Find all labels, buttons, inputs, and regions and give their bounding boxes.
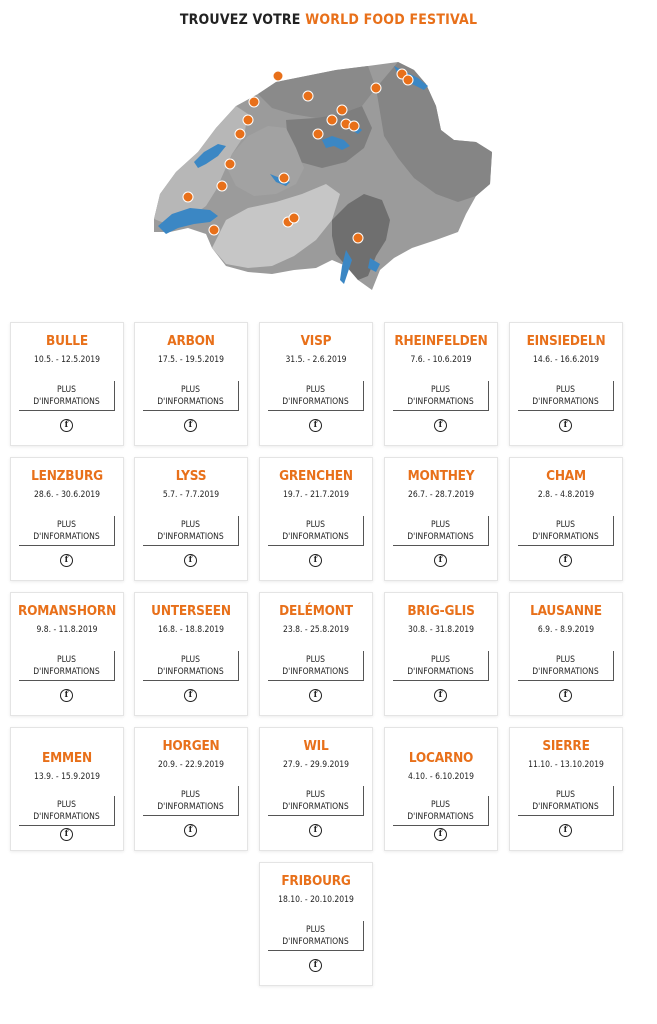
festival-city: EMMEN (42, 750, 92, 766)
festival-dates: 28.6. - 30.6.2019 (34, 490, 100, 500)
more-info-button[interactable] (518, 516, 614, 546)
more-info-label-line2: D'INFORMATIONS (532, 397, 599, 407)
facebook-icon[interactable]: f (434, 554, 447, 567)
map-marker[interactable] (337, 105, 347, 115)
festival-dates: 19.7. - 21.7.2019 (283, 490, 349, 500)
more-info-label-line1: PLUS (431, 520, 450, 530)
festival-dates: 26.7. - 28.7.2019 (408, 490, 474, 500)
festival-dates: 27.9. - 29.9.2019 (283, 760, 349, 770)
festival-card (384, 727, 498, 851)
facebook-icon[interactable]: f (434, 689, 447, 702)
facebook-icon[interactable]: f (434, 828, 447, 841)
map-marker[interactable] (183, 192, 193, 202)
map-marker[interactable] (273, 71, 283, 81)
more-info-button[interactable] (518, 651, 614, 681)
more-info-button[interactable] (268, 921, 364, 951)
festival-card (509, 457, 623, 581)
facebook-icon[interactable]: f (60, 554, 73, 567)
festival-city: SIERRE (542, 738, 590, 754)
facebook-icon[interactable]: f (184, 824, 197, 837)
more-info-button[interactable] (19, 651, 115, 681)
more-info-button[interactable] (19, 516, 115, 546)
festival-dates: 11.10. - 13.10.2019 (528, 760, 604, 770)
facebook-icon[interactable]: f (60, 828, 73, 841)
more-info-label-line1: PLUS (306, 925, 325, 935)
map-svg (136, 44, 496, 294)
festival-city: UNTERSEEN (151, 603, 231, 619)
facebook-icon[interactable]: f (60, 689, 73, 702)
map-marker[interactable] (327, 115, 337, 125)
more-info-label-line1: PLUS (556, 520, 575, 530)
more-info-button[interactable] (19, 796, 115, 826)
festival-dates: 7.6. - 10.6.2019 (410, 355, 472, 365)
festival-city: LAUSANNE (530, 603, 602, 619)
facebook-icon[interactable]: f (309, 689, 322, 702)
festival-dates: 18.10. - 20.10.2019 (278, 895, 354, 905)
more-info-button[interactable] (143, 381, 239, 411)
more-info-button[interactable] (268, 786, 364, 816)
more-info-label-line1: PLUS (556, 790, 575, 800)
festival-card (384, 457, 498, 581)
festival-dates: 13.9. - 15.9.2019 (34, 772, 100, 782)
map-marker[interactable] (349, 121, 359, 131)
more-info-label-line1: PLUS (556, 655, 575, 665)
more-info-button[interactable] (393, 516, 489, 546)
more-info-label-line2: D'INFORMATIONS (157, 532, 224, 542)
more-info-button[interactable] (393, 381, 489, 411)
map-marker[interactable] (249, 97, 259, 107)
facebook-icon[interactable]: f (309, 824, 322, 837)
more-info-label-line2: D'INFORMATIONS (407, 532, 474, 542)
more-info-button[interactable] (143, 516, 239, 546)
festival-city: EINSIEDELN (526, 333, 606, 349)
more-info-label-line1: PLUS (181, 385, 200, 395)
map-marker[interactable] (225, 159, 235, 169)
facebook-icon[interactable]: f (434, 419, 447, 432)
festival-city: VISP (300, 333, 332, 349)
more-info-label-line1: PLUS (57, 655, 76, 665)
facebook-icon[interactable]: f (184, 689, 197, 702)
more-info-label-line1: PLUS (181, 520, 200, 530)
title-prefix: TROUVEZ VOTRE (179, 12, 301, 28)
map-marker[interactable] (353, 233, 363, 243)
festival-card (384, 322, 498, 446)
festival-city: GRENCHEN (279, 468, 353, 484)
facebook-icon[interactable]: f (60, 419, 73, 432)
facebook-icon[interactable]: f (184, 554, 197, 567)
map-marker[interactable] (313, 129, 323, 139)
festival-city: RHEINFELDEN (394, 333, 488, 349)
map-marker[interactable] (403, 75, 413, 85)
map-marker[interactable] (371, 83, 381, 93)
map-marker[interactable] (289, 213, 299, 223)
facebook-icon[interactable]: f (309, 419, 322, 432)
festival-city: ROMANSHORN (17, 603, 117, 619)
more-info-button[interactable] (393, 796, 489, 826)
festival-card (10, 592, 124, 716)
more-info-label-line2: D'INFORMATIONS (532, 532, 599, 542)
facebook-icon[interactable]: f (559, 824, 572, 837)
festival-dates: 31.5. - 2.6.2019 (285, 355, 347, 365)
festival-city: HORGEN (162, 738, 220, 754)
more-info-label-line2: D'INFORMATIONS (282, 802, 349, 812)
festival-city: BULLE (46, 333, 88, 349)
facebook-icon[interactable]: f (559, 419, 572, 432)
festival-dates: 2.8. - 4.8.2019 (537, 490, 595, 500)
more-info-label-line1: PLUS (181, 790, 200, 800)
more-info-label-line2: D'INFORMATIONS (282, 397, 349, 407)
map-marker[interactable] (209, 225, 219, 235)
more-info-button[interactable] (143, 786, 239, 816)
more-info-label-line1: PLUS (57, 520, 76, 530)
facebook-icon[interactable]: f (309, 554, 322, 567)
map-marker[interactable] (243, 115, 253, 125)
festival-card (259, 592, 373, 716)
more-info-label-line2: D'INFORMATIONS (407, 812, 474, 822)
more-info-button[interactable] (268, 381, 364, 411)
facebook-icon[interactable]: f (309, 959, 322, 972)
festival-city: DELÉMONT (279, 603, 353, 619)
festival-dates: 17.5. - 19.5.2019 (158, 355, 224, 365)
more-info-label-line2: D'INFORMATIONS (532, 802, 599, 812)
map-marker[interactable] (303, 91, 313, 101)
festival-city: WIL (303, 738, 329, 754)
more-info-label-line1: PLUS (306, 520, 325, 530)
more-info-label-line1: PLUS (57, 800, 76, 810)
more-info-button[interactable] (518, 381, 614, 411)
festival-city: ARBON (167, 333, 215, 349)
more-info-button[interactable] (268, 516, 364, 546)
festival-dates: 4.10. - 6.10.2019 (408, 772, 474, 782)
more-info-button[interactable] (143, 651, 239, 681)
more-info-label-line1: PLUS (556, 385, 575, 395)
more-info-label-line1: PLUS (57, 385, 76, 395)
more-info-label-line1: PLUS (306, 790, 325, 800)
festival-city: MONTHEY (407, 468, 475, 484)
more-info-label-line2: D'INFORMATIONS (157, 802, 224, 812)
festival-dates: 5.7. - 7.7.2019 (162, 490, 220, 500)
map-marker[interactable] (217, 181, 227, 191)
festival-dates: 10.5. - 12.5.2019 (34, 355, 100, 365)
festival-card (10, 322, 124, 446)
festival-city: LYSS (175, 468, 207, 484)
festival-card (259, 322, 373, 446)
festival-card (259, 862, 373, 986)
switzerland-map (136, 44, 496, 294)
festival-card (10, 457, 124, 581)
more-info-label-line1: PLUS (431, 655, 450, 665)
more-info-label-line2: D'INFORMATIONS (33, 397, 100, 407)
festival-card (134, 727, 248, 851)
facebook-icon[interactable]: f (559, 689, 572, 702)
festival-card (134, 457, 248, 581)
festival-city: FRIBOURG (281, 873, 351, 889)
more-info-label-line1: PLUS (431, 800, 450, 810)
more-info-button[interactable] (518, 786, 614, 816)
facebook-icon[interactable]: f (184, 419, 197, 432)
page-title (0, 12, 657, 28)
more-info-label-line1: PLUS (181, 655, 200, 665)
festival-card (259, 457, 373, 581)
more-info-label-line2: D'INFORMATIONS (33, 812, 100, 822)
more-info-label-line2: D'INFORMATIONS (282, 937, 349, 947)
more-info-label-line2: D'INFORMATIONS (532, 667, 599, 677)
festival-card (134, 592, 248, 716)
more-info-label-line2: D'INFORMATIONS (282, 667, 349, 677)
more-info-label-line1: PLUS (306, 655, 325, 665)
festival-dates: 6.9. - 8.9.2019 (537, 625, 595, 635)
more-info-label-line2: D'INFORMATIONS (157, 397, 224, 407)
map-marker[interactable] (279, 173, 289, 183)
festival-dates: 16.8. - 18.8.2019 (158, 625, 224, 635)
more-info-label-line2: D'INFORMATIONS (33, 667, 100, 677)
festival-city: BRIG-GLIS (407, 603, 475, 619)
more-info-label-line2: D'INFORMATIONS (157, 667, 224, 677)
more-info-label-line1: PLUS (431, 385, 450, 395)
festival-card (509, 322, 623, 446)
more-info-button[interactable] (19, 381, 115, 411)
festival-dates: 23.8. - 25.8.2019 (283, 625, 349, 635)
festival-city: CHAM (546, 468, 586, 484)
festival-dates: 30.8. - 31.8.2019 (408, 625, 474, 635)
festival-card (259, 727, 373, 851)
map-marker[interactable] (235, 129, 245, 139)
festival-city: LENZBURG (31, 468, 103, 484)
festival-card (10, 727, 124, 851)
more-info-label-line2: D'INFORMATIONS (407, 667, 474, 677)
festival-card (134, 322, 248, 446)
festival-dates: 14.6. - 16.6.2019 (533, 355, 599, 365)
more-info-button[interactable] (268, 651, 364, 681)
festival-card (509, 727, 623, 851)
facebook-icon[interactable]: f (559, 554, 572, 567)
more-info-label-line2: D'INFORMATIONS (282, 532, 349, 542)
more-info-label-line2: D'INFORMATIONS (33, 532, 100, 542)
festival-dates: 20.9. - 22.9.2019 (158, 760, 224, 770)
festival-card (509, 592, 623, 716)
more-info-button[interactable] (393, 651, 489, 681)
festival-city: LOCARNO (408, 750, 474, 766)
more-info-label-line2: D'INFORMATIONS (407, 397, 474, 407)
festival-dates: 9.8. - 11.8.2019 (36, 625, 98, 635)
festival-card (384, 592, 498, 716)
title-accent: WORLD FOOD FESTIVAL (305, 12, 478, 28)
more-info-label-line1: PLUS (306, 385, 325, 395)
